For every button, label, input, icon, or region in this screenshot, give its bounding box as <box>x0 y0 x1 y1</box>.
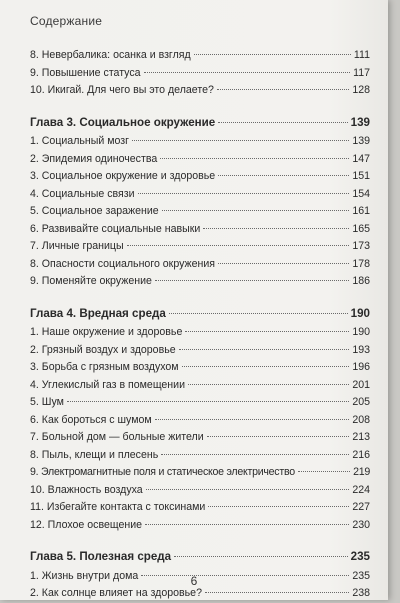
toc-entry-page: 178 <box>352 257 370 270</box>
toc-entry-title: 2. Как солнце влияет на здоровье? <box>30 587 202 599</box>
table-of-contents <box>30 41 370 603</box>
dot-leader <box>218 122 347 123</box>
toc-entry <box>30 499 370 517</box>
chapter-title: Глава 4. Вредная среда <box>30 306 166 320</box>
toc-chapter-4-items <box>30 324 370 534</box>
toc-entry-page: 224 <box>352 483 370 496</box>
toc-entry-title: 10. Влажность воздуха <box>30 483 143 496</box>
toc-entry-title: 9. Электромагнитные поля и статическое электричество <box>30 466 295 478</box>
toc-entry-title: 1. Социальный мозг <box>30 135 130 147</box>
toc-entry-title: 11. Избегайте контакта с токсинами <box>30 501 206 513</box>
toc-entry-title: 2. Грязный воздух и здоровье <box>30 343 176 356</box>
toc-entry-page: 161 <box>352 205 370 217</box>
toc-entry <box>30 359 370 377</box>
toc-entry <box>30 203 370 221</box>
toc-entry <box>30 133 370 151</box>
running-head: Содержание <box>30 14 103 28</box>
toc-entry-title: 9. Повышение статуса <box>30 66 141 79</box>
dot-leader <box>182 366 350 367</box>
toc-entry-title: 8. Опасности социального окружения <box>30 257 215 270</box>
dot-leader <box>217 89 349 90</box>
toc-entry-title: 2. Эпидемия одиночества <box>30 152 158 165</box>
dot-leader <box>185 331 349 332</box>
dot-leader <box>146 489 350 490</box>
dot-leader <box>144 72 351 73</box>
toc-entry-page: 201 <box>352 378 370 391</box>
dot-leader <box>205 592 349 593</box>
toc-entry-title: 8. Пыль, клещи и плесень <box>30 448 159 461</box>
toc-entry-title: 3. Социальное окружение и здоровье <box>30 170 216 182</box>
dot-leader <box>127 245 350 246</box>
toc-entry <box>30 517 370 535</box>
chapter-title: Глава 3. Социальное окружение <box>30 115 216 129</box>
toc-section-chapter-2-tail <box>30 47 370 100</box>
toc-entry-page: 154 <box>352 187 370 200</box>
toc-entry <box>30 65 370 83</box>
toc-entry-page: 219 <box>353 466 370 478</box>
dot-leader <box>138 193 350 194</box>
toc-entry <box>30 186 370 204</box>
toc-entry-page: 205 <box>352 396 370 408</box>
toc-entry-page: 165 <box>352 222 370 235</box>
toc-entry-page: 213 <box>352 431 370 443</box>
page-number: 6 <box>190 574 198 588</box>
toc-entry-title: 1. Наше окружение и здоровье <box>30 326 183 338</box>
toc-entry <box>30 256 370 274</box>
dot-leader <box>207 436 350 437</box>
dot-leader <box>218 263 349 264</box>
toc-entry <box>30 324 370 342</box>
toc-entry-page: 235 <box>352 569 370 582</box>
toc-entry-title: 12. Плохое освещение <box>30 518 142 531</box>
toc-entry-title: 6. Как бороться с шумом <box>30 413 152 426</box>
toc-entry-title: 3. Борьба с грязным воздухом <box>30 361 179 373</box>
toc-entry-page: 151 <box>352 170 370 182</box>
toc-entry <box>30 482 370 500</box>
toc-chapter-3-items <box>30 133 370 291</box>
dot-leader <box>194 54 351 55</box>
dot-leader <box>179 349 350 350</box>
dot-leader <box>162 210 350 211</box>
toc-entry-page: 173 <box>352 240 370 252</box>
toc-entry-title: 1. Жизнь внутри дома <box>30 569 139 582</box>
toc-entry-page: 238 <box>352 587 370 599</box>
toc-entry-title: 7. Личные границы <box>30 240 124 252</box>
dot-leader <box>188 384 349 385</box>
dot-leader <box>155 419 350 420</box>
toc-entry-page: 139 <box>352 135 370 147</box>
toc-entry-page: 208 <box>352 413 370 426</box>
chapter-page: 139 <box>350 115 370 129</box>
toc-entry <box>30 47 370 65</box>
toc-entry-page: 230 <box>352 518 370 531</box>
dot-leader <box>203 228 349 229</box>
toc-entry-page: 128 <box>352 84 370 96</box>
toc-entry-title: 4. Углекислый газ в помещении <box>30 378 185 391</box>
dot-leader <box>132 140 349 141</box>
toc-entry <box>30 447 370 465</box>
dot-leader <box>145 524 349 525</box>
chapter-title: Глава 5. Полезная среда <box>30 550 172 563</box>
toc-entry-page: 216 <box>352 448 370 461</box>
toc-entry-title: 9. Поменяйте окружение <box>30 275 152 287</box>
toc-entry <box>30 464 370 482</box>
chapter-page: 190 <box>350 306 370 320</box>
toc-entry-title: 10. Икигай. Для чего вы это делаете? <box>30 84 214 96</box>
toc-entry <box>30 221 370 239</box>
toc-entry-page: 196 <box>352 361 370 373</box>
toc-entry <box>30 342 370 360</box>
toc-entry <box>30 377 370 395</box>
toc-entry <box>30 394 370 412</box>
toc-entry <box>30 151 370 169</box>
toc-chapter-5-heading <box>30 548 370 566</box>
dot-leader <box>155 280 349 281</box>
toc-chapter-3-heading <box>30 114 370 132</box>
dot-leader <box>208 506 349 507</box>
chapter-page: 235 <box>350 550 370 563</box>
toc-entry-title: 5. Шум <box>30 396 64 408</box>
toc-entry-page: 117 <box>353 66 370 79</box>
toc-entry <box>30 412 370 430</box>
dot-leader <box>67 401 349 402</box>
dot-leader <box>169 313 348 314</box>
toc-chapter-4-heading <box>30 305 370 323</box>
toc-entry-page: 186 <box>352 275 370 287</box>
toc-entry-page: 227 <box>352 501 370 513</box>
toc-entry-title: 4. Социальные связи <box>30 187 135 200</box>
toc-entry-page: 190 <box>352 326 370 338</box>
toc-entry-title: 7. Больной дом — больные жители <box>30 431 204 443</box>
toc-entry-title: 5. Социальное заражение <box>30 205 159 217</box>
toc-entry-title: 8. Невербалика: осанка и взгляд <box>30 49 191 61</box>
dot-leader <box>160 158 349 159</box>
toc-entry-title: 6. Развивайте социальные навыки <box>30 222 201 235</box>
dot-leader <box>161 454 349 455</box>
toc-entry <box>30 273 370 291</box>
dot-leader <box>298 471 350 472</box>
dot-leader <box>174 556 348 557</box>
toc-entry <box>30 82 370 100</box>
toc-entry-page: 147 <box>352 152 370 165</box>
toc-entry <box>30 429 370 447</box>
toc-entry-page: 111 <box>353 49 370 61</box>
dot-leader <box>218 175 349 176</box>
toc-entry <box>30 168 370 186</box>
toc-entry <box>30 238 370 256</box>
toc-entry-page: 193 <box>352 343 370 356</box>
